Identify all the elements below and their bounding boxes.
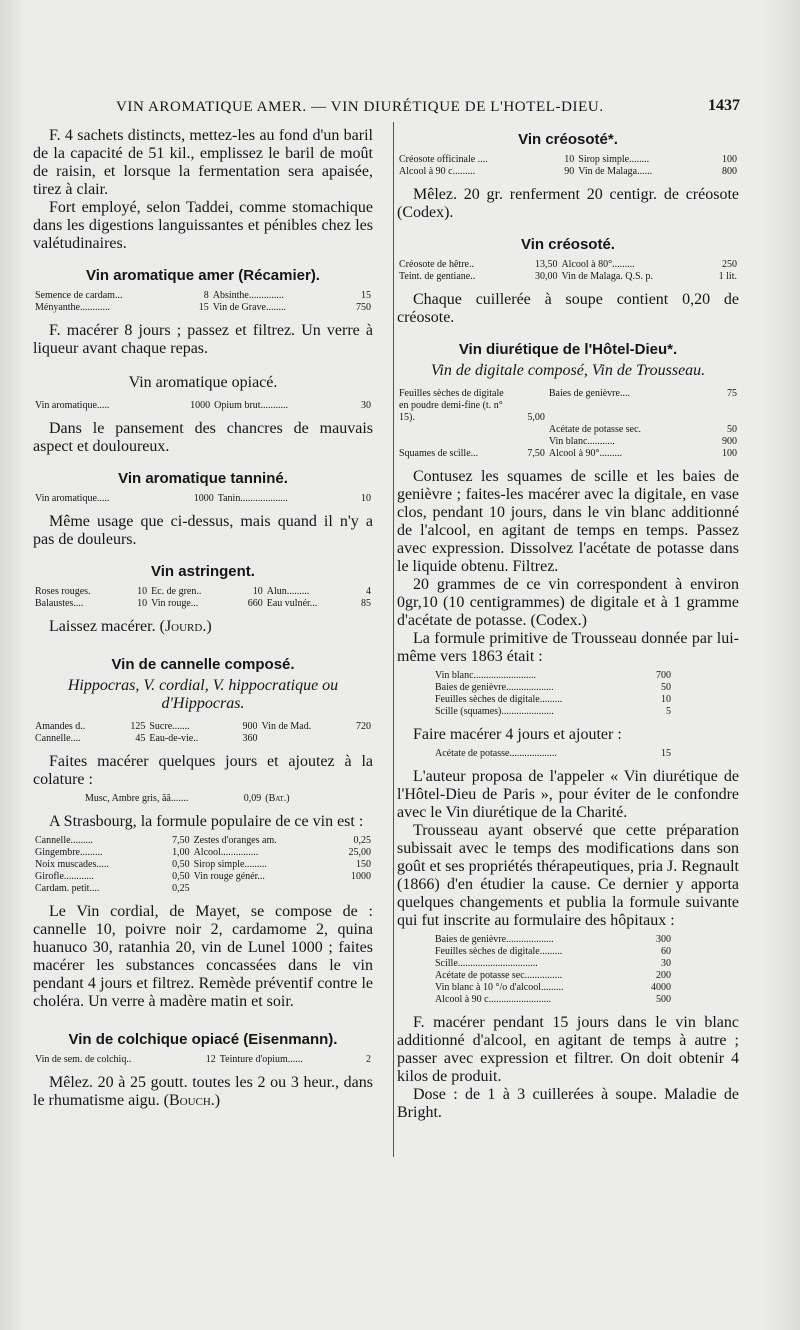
ingredient: Scille................................	[435, 958, 538, 969]
quantity: 75	[727, 388, 737, 399]
ingredient-table	[33, 493, 373, 505]
ingredient: Noix muscades.....	[35, 859, 109, 870]
recipe-text: 20 grammes de ce vin correspondent à environ 0gr,10 (10 centigrammes) de digitale et à 1 gramme d'acétate de potasse. (Codex.)	[397, 576, 739, 629]
table-row	[433, 946, 673, 958]
table-row	[33, 859, 373, 871]
quantity: 10	[137, 598, 148, 609]
ingredient: Acétate de potasse sec...............	[435, 970, 563, 981]
ingredient: Semence de cardam...	[35, 290, 123, 301]
ingredient: Baies de genièvre...................	[435, 934, 554, 945]
table-row	[433, 934, 673, 946]
ingredient-table	[33, 586, 373, 610]
ingredient: Sirop simple.........	[193, 859, 267, 870]
quantity: 15	[198, 302, 209, 313]
ingredient: Vin de Malaga. Q.S. p.	[561, 271, 654, 282]
recipe-text: F. macérer pendant 15 jours dans le vin blanc additionné d'alcool, en agitant de temps à autre ; passer avec expression et filtrer. On doit obtenir 4 kilos de produit.	[397, 1014, 739, 1085]
ingredient: Alcool...............	[193, 847, 259, 858]
ingredient: Feuilles sèches de digitale en poudre demi-fine (t. n° 15).	[399, 388, 504, 423]
quantity: 720	[356, 721, 371, 732]
ingredient: Alcool à 90 c.........	[399, 166, 476, 177]
table-row	[83, 793, 303, 805]
quantity: 4000	[651, 982, 671, 993]
ingredient: Amandes d..	[35, 721, 86, 732]
author-signature: (Bat.)	[265, 793, 290, 804]
quantity: 30,00	[534, 271, 558, 282]
table-row	[33, 493, 373, 505]
ingredient: Musc, Ambre gris, ãã.......	[85, 793, 189, 804]
table-row	[33, 598, 373, 610]
ingredient: Vin de Grave........	[212, 302, 286, 313]
ingredient: Feuilles sèches de digitale.........	[435, 946, 563, 957]
ingredient: Zestes d'oranges am.	[193, 835, 277, 846]
ingredient	[397, 424, 511, 436]
ingredient-table	[33, 1054, 373, 1066]
table-row	[33, 733, 373, 745]
recipe-subtitle: Hippocras, V. cordial, V. hippocratique ou d'Hippocras.	[67, 677, 339, 712]
ingredient: Vin rouge...	[151, 598, 199, 609]
ingredient: Sucre.......	[149, 721, 190, 732]
recipe-title: Vin créosoté*.	[518, 131, 618, 148]
recipe-title: Vin diurétique de l'Hôtel-Dieu*.	[458, 341, 678, 358]
recipe-text: Faire macérer 4 jours et ajouter :	[413, 726, 622, 743]
ingredient: Teint. de gentiane..	[399, 271, 476, 282]
quantity: 150	[356, 859, 371, 870]
author-signature: (Jourd.)	[159, 618, 212, 635]
recipe-text: Contusez les squames de scille et les baies de genièvre ; faites-les macérer avec la digitale, en vase clos, pendant 10 jours, dans le vin blanc additionné de l'alcool, en agitant de temps en temps. Passez avec expression. Dissolvez l'acétate de potasse dans le liquide obtenu. Filtrez.	[397, 468, 739, 575]
quantity: 125	[130, 721, 146, 732]
quantity: 60	[661, 946, 671, 957]
table-row	[433, 982, 673, 994]
page-number: 1437	[708, 97, 740, 114]
table-row	[33, 871, 373, 883]
ingredient: Créosote officinale ....	[399, 154, 488, 165]
recipe-title: Vin astringent.	[151, 563, 255, 580]
ingredient-table	[397, 154, 739, 178]
quantity: 7,50	[172, 835, 190, 846]
table-row	[33, 835, 373, 847]
table-row	[433, 694, 673, 706]
quantity: 100	[722, 448, 737, 459]
recipe-title: Vin créosoté.	[521, 236, 615, 253]
ingredient: Alun.........	[266, 586, 310, 597]
table-row	[397, 448, 739, 460]
table-row	[433, 994, 673, 1006]
ingredient-table	[433, 670, 673, 718]
recipe-title: Vin aromatique amer (Récamier).	[86, 267, 320, 284]
ingredient-table	[33, 400, 373, 412]
recipe-subtitle: Vin de digitale composé, Vin de Trousseau.	[430, 362, 706, 379]
ingredient-table	[433, 748, 673, 760]
table-row	[397, 259, 739, 271]
table-row	[33, 883, 373, 895]
table-row	[33, 302, 373, 314]
ingredient: Acétate de potasse sec.	[548, 424, 642, 435]
ingredient	[192, 883, 331, 895]
quantity: 0,50	[172, 859, 190, 870]
intro-paragraph: Fort employé, selon Taddei, comme stomachique dans les digestions languissantes et pénibles chez les valétudinaires.	[33, 199, 373, 252]
ingredient: Alcool à 90°.........	[548, 448, 623, 459]
table-row	[397, 271, 739, 283]
quantity: 100	[722, 154, 737, 165]
quantity: 250	[722, 259, 737, 270]
recipe-text: La formule primitive de Trousseau donnée par lui-même vers 1863 était :	[397, 630, 739, 665]
ingredient: Absinthe..............	[212, 290, 284, 301]
recipe-text-body: Laissez macérer.	[49, 618, 156, 635]
ingredient: Ményanthe............	[35, 302, 110, 313]
ingredient: Vin rouge génér...	[193, 871, 265, 882]
column-divider	[393, 122, 394, 1157]
quantity: 85	[361, 598, 371, 609]
quantity: 1000	[351, 871, 371, 882]
quantity: 13,50	[534, 259, 558, 270]
quantity: 30	[661, 958, 671, 969]
quantity: 25,00	[348, 847, 371, 858]
running-header	[70, 99, 740, 121]
ingredient-table	[33, 835, 373, 895]
recipe-title: Vin aromatique tanniné.	[118, 470, 288, 487]
quantity: 700	[656, 670, 671, 681]
table-row	[33, 290, 373, 302]
quantity: 1000	[193, 493, 214, 504]
ingredient-table	[397, 388, 739, 460]
quantity: 45	[135, 733, 146, 744]
ingredient-table	[83, 793, 303, 805]
ingredient: Squames de scille...	[399, 448, 479, 459]
quantity: 10	[661, 694, 671, 705]
ingredient: Vin aromatique.....	[35, 493, 110, 504]
ingredient-table	[397, 259, 739, 283]
recipe-text: Faites macérer quelques jours et ajoutez à la colature :	[33, 753, 373, 788]
recipe-text: Mêlez. 20 gr. renferment 20 centigr. de créosote (Codex).	[397, 186, 739, 221]
recipe-text	[33, 618, 373, 636]
quantity: 660	[247, 598, 263, 609]
table-row	[33, 1054, 373, 1066]
quantity: 10	[361, 493, 371, 504]
left-column	[33, 127, 373, 1110]
recipe-text-body: Mêlez. 20 à 25 goutt. toutes les 2 ou 3 heur., dans le rhumatisme aigu.	[33, 1074, 373, 1109]
quantity: 750	[356, 302, 371, 313]
ingredient: Vin de Mad.	[261, 721, 312, 732]
ingredient: Cardam. petit....	[35, 883, 100, 894]
table-row	[397, 388, 739, 424]
table-row	[397, 166, 739, 178]
table-row	[433, 748, 673, 760]
quantity: 300	[656, 934, 671, 945]
table-row	[397, 424, 739, 436]
quantity	[511, 424, 547, 436]
ingredient: Alcool à 80°.........	[561, 259, 635, 270]
ingredient: Vin blanc.........................	[435, 670, 537, 681]
quantity: 12	[205, 1054, 216, 1065]
ingredient: Vin blanc...........	[548, 436, 615, 447]
ingredient: Opium brut...........	[214, 400, 289, 411]
right-column	[397, 127, 739, 1122]
quantity: 500	[656, 994, 671, 1005]
ingredient: Baies de genièvre...................	[435, 682, 554, 693]
ingredient-table	[433, 934, 673, 1006]
recipe-text: Même usage que ci-dessus, mais quand il n'y a pas de douleurs.	[33, 513, 373, 548]
recipe-title: Vin de colchique opiacé (Eisenmann).	[68, 1031, 338, 1048]
recipe-text: L'auteur proposa de l'appeler « Vin diurétique de l'Hôtel-Dieu de Paris », pour éviter de le confondre avec le Vin diurétique de la Charité.	[397, 768, 739, 821]
quantity: 10	[252, 586, 263, 597]
quantity: 10	[137, 586, 148, 597]
recipe-text: F. macérer 8 jours ; passez et filtrez. Un verre à liqueur avant chaque repas.	[33, 322, 373, 357]
recipe-text: Le Vin cordial, de Mayet, se compose de : cannelle 10, poivre noir 2, cardamome 2, quina huanuco 30, ratanhia 20, vin de Lunel 1000 ; faites macérer les substances concassées dans le vin pendant 4 jours et filtrez. Remède préventif contre le choléra. Un verre à madère matin et soir.	[33, 903, 373, 1010]
quantity	[343, 733, 373, 745]
quantity: 50	[727, 424, 737, 435]
ingredient: Roses rouges.	[35, 586, 91, 597]
ingredient: Cannelle.........	[35, 835, 94, 846]
ingredient: Baies de genièvre....	[548, 388, 630, 399]
quantity: 5	[666, 706, 671, 717]
quantity: 360	[242, 733, 258, 744]
ingredient: Alcool à 90 c.........................	[435, 994, 552, 1005]
quantity: 0,25	[353, 835, 371, 846]
table-row	[433, 958, 673, 970]
quantity: 1000	[190, 400, 211, 411]
table-row	[433, 670, 673, 682]
quantity: 50	[661, 682, 671, 693]
ingredient: Vin aromatique.....	[35, 400, 110, 411]
quantity: 90	[564, 166, 575, 177]
quantity: 30	[361, 400, 371, 411]
author-signature: (Bouch.)	[163, 1092, 221, 1109]
quantity: 200	[656, 970, 671, 981]
quantity: 7,50	[527, 448, 545, 459]
recipe-text: Dans le pansement des chancres de mauvais aspect et douloureux.	[33, 420, 373, 455]
ingredient: Vin de sem. de colchiq..	[35, 1054, 132, 1065]
quantity: 0,25	[172, 883, 190, 894]
header-title: VIN AROMATIQUE AMER. — VIN DIURÉTIQUE DE L'HOTEL-DIEU.	[116, 99, 604, 115]
quantity: 2	[366, 1054, 371, 1065]
recipe-text: A Strasbourg, la formule populaire de ce vin est :	[49, 813, 364, 830]
table-row	[397, 436, 739, 448]
ingredient: Scille (squames).....................	[435, 706, 554, 717]
ingredient: Teinture d'opium......	[219, 1054, 303, 1065]
ingredient-table	[33, 290, 373, 314]
quantity: 900	[242, 721, 258, 732]
ingredient: Feuilles sèches de digitale.........	[435, 694, 563, 705]
table-row	[33, 847, 373, 859]
recipe-text: Chaque cuillerée à soupe contient 0,20 de créosote.	[397, 291, 739, 326]
quantity	[511, 436, 547, 448]
table-row	[433, 970, 673, 982]
ingredient: Girofle............	[35, 871, 94, 882]
table-row	[433, 706, 673, 718]
table-row	[33, 586, 373, 598]
ingredient: Vin de Malaga......	[578, 166, 653, 177]
quantity: 900	[722, 436, 737, 447]
ingredient: Ec. de gren..	[151, 586, 202, 597]
quantity: 5,00	[527, 412, 545, 423]
ingredient	[397, 436, 511, 448]
ingredient: Eau-de-vie..	[149, 733, 199, 744]
recipe-text: Dose : de 1 à 3 cuillerées à soupe. Maladie de Bright.	[397, 1086, 739, 1121]
quantity: 4	[366, 586, 371, 597]
quantity: 0,50	[172, 871, 190, 882]
table-row	[397, 154, 739, 166]
quantity	[331, 883, 373, 895]
ingredient: Eau vulnér...	[266, 598, 318, 609]
ingredient-table	[33, 721, 373, 745]
recipe-title: Vin de cannelle composé.	[111, 656, 295, 673]
table-row	[33, 400, 373, 412]
quantity: 15	[661, 748, 671, 759]
recipe-text: Trousseau ayant observé que cette préparation subissait avec le temps des modifications dans son goût et ses propriétés thérapeutiques, pria J. Regnault (1866) d'en étudier la cause. Ce dernier y apporta quelques changements et publia la formule suivante qui fut inscrite au formulaire des hôpitaux :	[397, 822, 739, 929]
quantity: 10	[564, 154, 575, 165]
quantity: 0,09	[243, 793, 262, 804]
quantity: 15	[361, 290, 371, 301]
ingredient: Vin blanc à 10 °/o d'alcool.........	[435, 982, 564, 993]
ingredient: Cannelle....	[35, 733, 81, 744]
ingredient: Acétate de potasse...................	[435, 748, 557, 759]
table-row	[33, 721, 373, 733]
quantity: 8	[203, 290, 209, 301]
recipe-text	[33, 1074, 373, 1110]
ingredient: Tanin...................	[217, 493, 288, 504]
ingredient: Balaustes....	[35, 598, 84, 609]
recipe-title: Vin aromatique opiacé.	[128, 374, 278, 391]
ingredient	[260, 733, 344, 745]
quantity: 800	[722, 166, 737, 177]
ingredient: Gingembre.........	[35, 847, 103, 858]
quantity: 1,00	[172, 847, 190, 858]
ingredient: Sirop simple........	[578, 154, 650, 165]
table-row	[433, 682, 673, 694]
quantity: 1 lit.	[718, 271, 737, 282]
intro-paragraph: F. 4 sachets distincts, mettez-les au fond d'un baril de la capacité de 51 kil., emplissez le baril de moût de raisin, et lorsque la fermentation sera apaisée, tirez à clair.	[33, 127, 373, 198]
ingredient: Créosote de hêtre..	[399, 259, 474, 270]
